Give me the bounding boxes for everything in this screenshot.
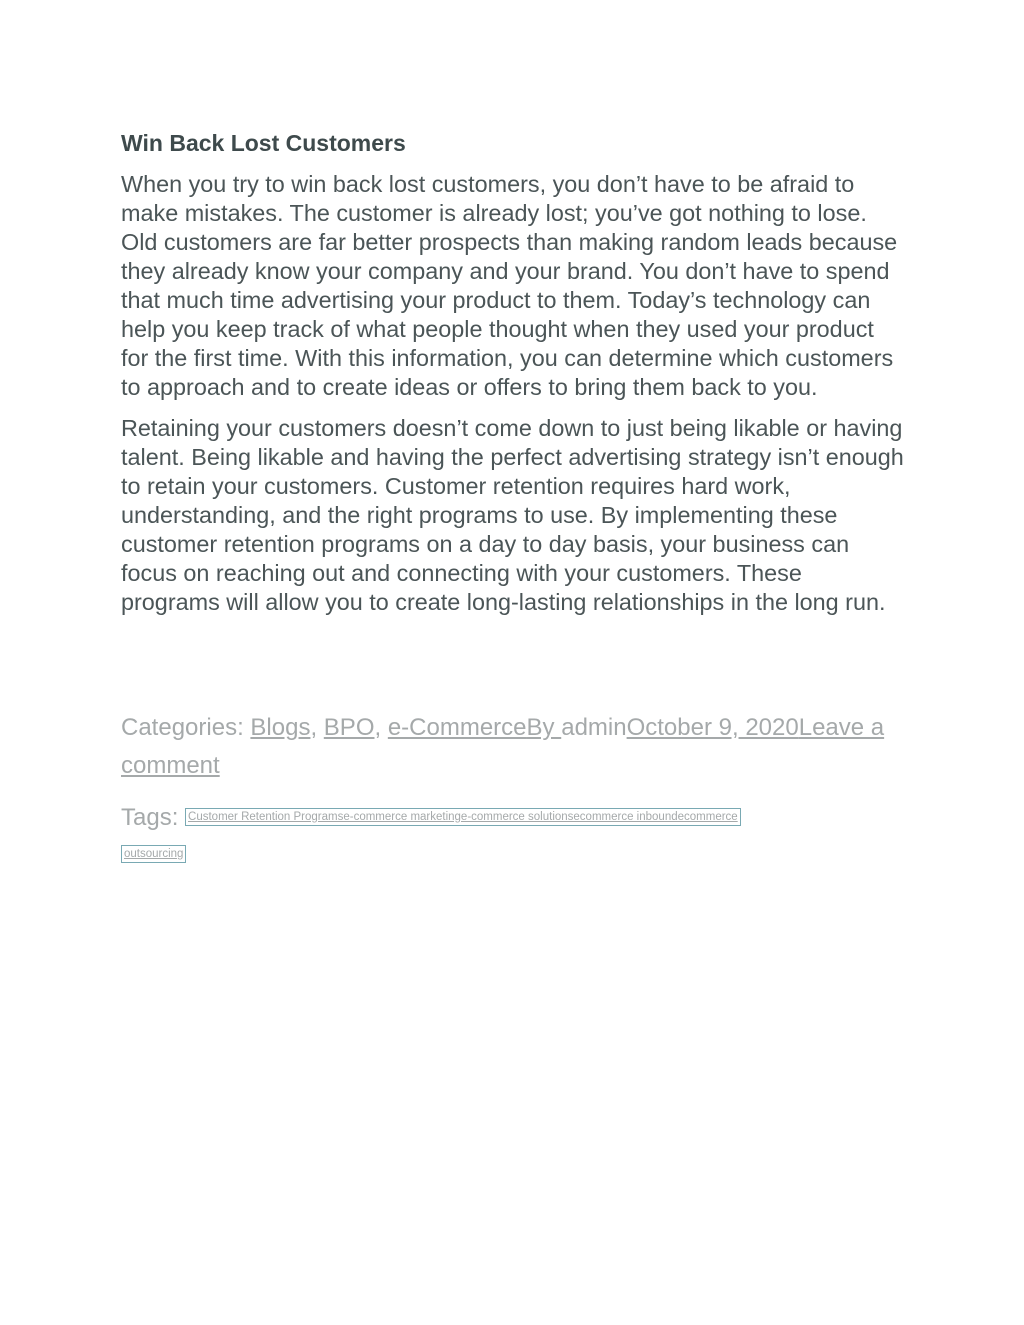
tags-row-2 [121, 837, 906, 875]
document-page [121, 128, 906, 875]
tags-links-line-1[interactable]: Customer Retention Programse-commerce marketinge-commerce solutionsecommerce inboundecommerce [185, 808, 741, 826]
tags-links-line-2[interactable]: outsourcing [121, 845, 186, 863]
category-separator: , [374, 714, 388, 741]
tags-row [121, 799, 906, 837]
category-link-bpo[interactable]: BPO [323, 714, 375, 741]
author-name: admin [561, 714, 627, 741]
tags-label: Tags: [121, 804, 186, 831]
post-date-link[interactable]: October 9, 2020 [626, 714, 799, 741]
article-paragraph-2: Retaining your customers doesn’t come down to just being likable or having talent. Being likable and having the perfect advertising strategy isn’t enough to retain your customers. Customer retention requires hard work, understanding, and the right programs to use. By implementing these customer retention programs on a day to day basis, your business can focus on reaching out and connecting with your customers. These programs will allow you to create long-lasting relationships in the long run. [121, 415, 904, 615]
post-meta [121, 709, 906, 785]
category-separator: , [310, 714, 324, 741]
article-paragraph-1: When you try to win back lost customers, you don’t have to be afraid to make mistakes. The customer is already lost; you’ve got nothing to lose. Old customers are far better prospects than making random leads because they already know your company and your brand. You don’t have to spend that much time advertising your product to them. Today’s technology can help you keep track of what people thought when they used your product for the first time. With this information, you can determine which customers to approach and to create ideas or offers to bring them back to you. [121, 171, 898, 400]
category-link-blogs[interactable]: Blogs [250, 714, 311, 741]
leave-comment-link[interactable]: Leave a comment [121, 714, 885, 779]
article-heading: Win Back Lost Customers [121, 130, 406, 156]
author-by-link[interactable]: By [526, 714, 562, 741]
category-link-ecommerce[interactable]: e-Commerce [387, 714, 527, 741]
categories-label: Categories: [121, 714, 251, 741]
